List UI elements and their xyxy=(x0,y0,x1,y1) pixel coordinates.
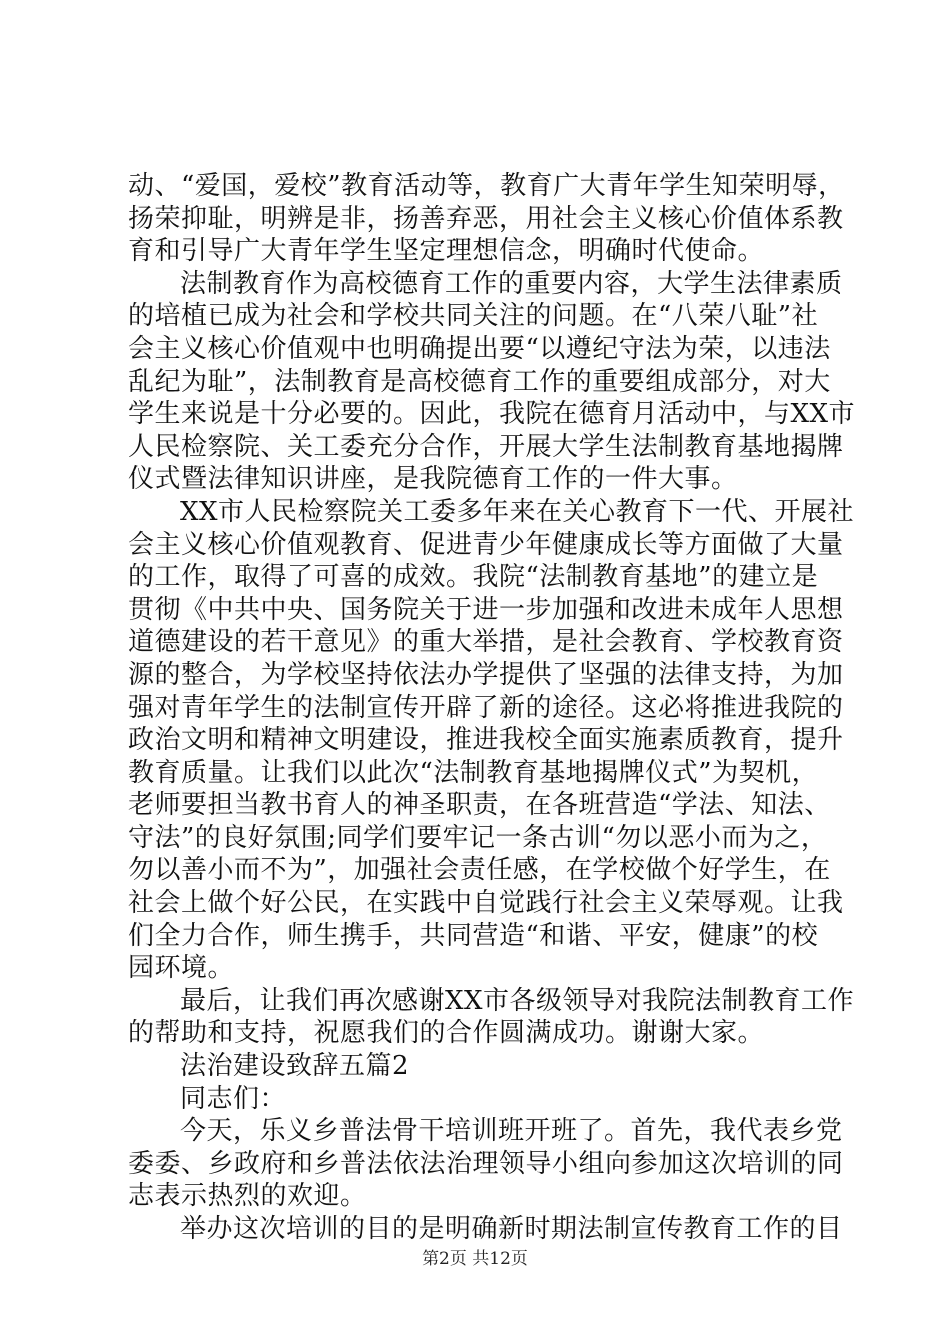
text-line: 源的整合，为学校坚持依法办学提供了坚强的法律支持，为加 xyxy=(128,659,844,690)
text-line: 扬荣抑耻，明辨是非，扬善弃恶，用社会主义核心价值体系教 xyxy=(128,203,844,234)
text-line: 们全力合作，师生携手，共同营造“和谐、平安，健康”的校 xyxy=(128,920,819,951)
text-line: 育和引导广大青年学生坚定理想信念，明确时代使命。 xyxy=(128,236,765,267)
text-line: 老师要担当教书育人的神圣职责，在各班营造“学法、知法、 xyxy=(128,790,831,821)
text-line: 学生来说是十分必要的。因此，我院在德育月活动中，与XX市 xyxy=(128,399,856,430)
text-line: 法制教育作为高校德育工作的重要内容，大学生法律素质 xyxy=(180,268,843,299)
text-line: 人民检察院、关工委充分合作，开展大学生法制教育基地揭牌 xyxy=(128,431,844,462)
text-line: 政治文明和精神文明建设，推进我校全面实施素质教育，提升 xyxy=(128,725,844,756)
text-line: 举办这次培训的目的是明确新时期法制宣传教育工作的目 xyxy=(180,1214,843,1244)
text-line: 仪式暨法律知识讲座，是我院德育工作的一件大事。 xyxy=(128,464,738,495)
text-line: 教育质量。让我们以此次“法制教育基地揭牌仪式”为契机， xyxy=(128,757,819,788)
document-body xyxy=(128,170,856,1246)
paragraph xyxy=(128,985,855,1050)
text-line: XX市人民检察院关工委多年来在关心教育下一代、开展社 xyxy=(180,496,855,527)
text-line: 的培植已成为社会和学校共同关注的问题。在“八荣八耻”社 xyxy=(128,301,819,332)
paragraph xyxy=(128,170,845,268)
text-line: 园环境。 xyxy=(128,953,235,984)
text-line: 强对青年学生的法制宣传开辟了新的途径。这必将推进我院的 xyxy=(128,692,844,723)
text-line: 勿以善小而不为”，加强社会责任感，在学校做个好学生，在 xyxy=(128,855,831,886)
text-line: 道德建设的若干意见》的重大举措，是社会教育、学校教育资 xyxy=(128,627,844,658)
paragraph xyxy=(128,1115,844,1213)
paragraph xyxy=(128,1083,838,1116)
text-line: 会主义核心价值观中也明确提出要“以遵纪守法为荣，以违法 xyxy=(128,333,831,364)
text-line: 乱纪为耻”，法制教育是高校德育工作的重要组成部分，对大 xyxy=(128,366,831,397)
text-line: 最后，让我们再次感谢XX市各级领导对我院法制教育工作 xyxy=(180,985,855,1016)
paragraph xyxy=(128,496,855,985)
text-line: 社会上做个好公民，在实践中自觉践行社会主义荣辱观。让我 xyxy=(128,888,844,919)
text-line: 动、“爱国，爱校”教育活动等，教育广大青年学生知荣明辱， xyxy=(128,171,845,201)
page-number-label: 第2页 共12页 xyxy=(422,1249,528,1269)
paragraph xyxy=(128,268,856,496)
page-footer xyxy=(0,1244,950,1269)
text-line: 法治建设致辞五篇2 xyxy=(180,1051,410,1082)
text-line: 会主义核心价值观教育、促进青少年健康成长等方面做了大量 xyxy=(128,529,844,560)
paragraph xyxy=(128,1050,838,1083)
paragraph xyxy=(128,1213,843,1246)
text-line: 贯彻《中共中央、国务院关于进一步加强和改进未成年人思想 xyxy=(128,594,844,625)
text-line: 志表示热烈的欢迎。 xyxy=(128,1181,367,1212)
text-line: 今天，乐义乡普法骨干培训班开班了。首先，我代表乡党 xyxy=(180,1116,843,1147)
text-line: 守法”的良好氛围;同学们要牢记一条古训“勿以恶小而为之， xyxy=(128,822,828,853)
text-line: 委委、乡政府和乡普法依法治理领导小组向参加这次培训的同 xyxy=(128,1148,844,1179)
text-line: 同志们： xyxy=(180,1083,287,1114)
text-line: 的帮助和支持，祝愿我们的合作圆满成功。谢谢大家。 xyxy=(128,1018,765,1049)
text-line: 的工作，取得了可喜的成效。我院“法制教育基地”的建立是 xyxy=(128,562,819,593)
